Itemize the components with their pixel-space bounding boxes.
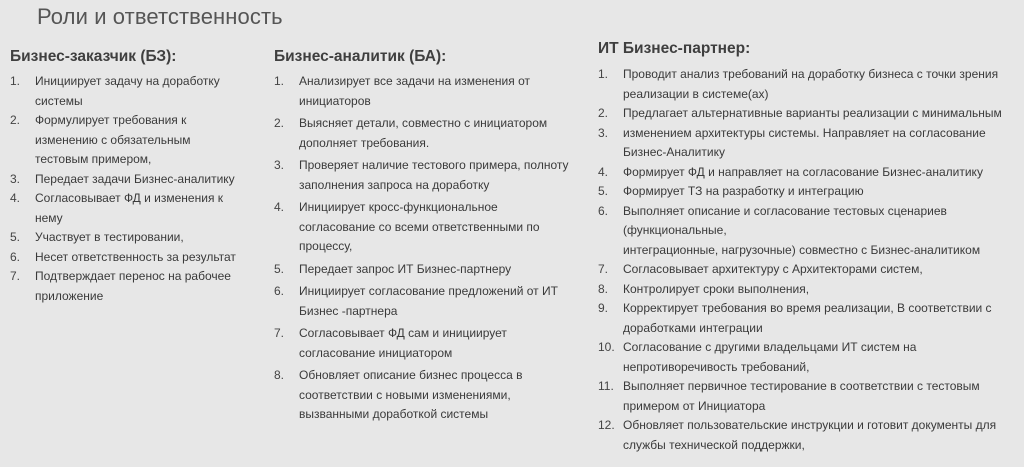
item-number: 7. [274, 326, 285, 340]
item-number: 8. [274, 368, 285, 382]
list-item [274, 282, 574, 321]
list-item [598, 416, 1018, 455]
item-number: 4. [10, 191, 21, 205]
list-item [274, 324, 574, 363]
list-item [598, 65, 1018, 104]
item-text: Передает запрос ИТ Бизнес-партнеру [299, 261, 512, 276]
item-number: 5. [10, 230, 21, 244]
list-item [274, 72, 574, 111]
list-item [598, 163, 1018, 183]
item-number: 1. [10, 74, 21, 88]
item-number: 3. [274, 158, 285, 172]
responsibility-list [10, 72, 260, 306]
item-text: Контролирует сроки выполнения, [623, 281, 810, 296]
column-heading: Бизнес-аналитик (БА): [274, 48, 447, 65]
list-item [274, 198, 574, 257]
item-text: Участвует в тестировании, [35, 230, 184, 244]
item-number: 1. [598, 67, 609, 81]
responsibility-list [598, 65, 1018, 455]
item-number: 7. [598, 262, 609, 276]
list-item [598, 377, 1018, 416]
list-item [10, 189, 260, 228]
item-number: 6. [274, 284, 285, 298]
list-item [10, 170, 260, 190]
item-text: Согласовывает ФД и изменения к нему [35, 191, 224, 225]
list-item [598, 124, 1018, 163]
list-item [598, 260, 1018, 280]
item-text: Предлагает альтернативные варианты реализации с минимальным [623, 106, 1002, 120]
item-text: изменением архитектуры системы. Направляет на согласование Бизнес-Аналитику [623, 125, 986, 159]
list-item [10, 228, 260, 248]
item-number: 5. [598, 184, 609, 198]
list-item [274, 114, 574, 153]
item-text: Согласование с другими владельцами ИТ систем на непротиворечивость требований, [623, 340, 917, 374]
column-it-business-partner [598, 40, 1018, 455]
item-text: Выполняет описание и согласование тестовых сценариев (функциональные, интеграционные, нагрузочные) совместно с Бизнес-аналитиком [623, 203, 981, 257]
item-number: 2. [598, 106, 609, 120]
column-heading: Бизнес-заказчик (БЗ): [10, 48, 177, 65]
item-text: Инициирует согласование предложений от ИТ Бизнес -партнера [299, 284, 558, 318]
item-text: Инициирует кросс-функциональное согласование со всеми ответственными по процессу, [299, 200, 540, 253]
list-item [598, 182, 1018, 202]
item-number: 11. [598, 379, 614, 393]
column-heading: ИТ Бизнес-партнер: [598, 40, 751, 57]
list-item [598, 280, 1018, 300]
list-item [274, 260, 574, 280]
item-number: 6. [598, 203, 609, 218]
item-text: Выясняет детали, совместно с инициатором дополняет требования. [299, 116, 548, 150]
item-number: 8. [598, 281, 609, 296]
list-item [598, 338, 1018, 377]
list-item [10, 72, 260, 111]
item-number: 3. [10, 171, 21, 186]
item-text: Передает задачи Бизнес-аналитику [35, 171, 235, 186]
item-text: Формирует ФД и направляет на согласование Бизнес-аналитику [623, 164, 983, 179]
list-item [10, 111, 260, 170]
item-number: 1. [274, 74, 285, 88]
item-text: Анализирует все задачи на изменения от инициаторов [299, 74, 530, 108]
item-text: Согласовывает архитектуру с Архитекторами систем, [623, 262, 923, 276]
item-text: Корректирует требования во время реализации, В соответствии с доработками интеграции [623, 301, 992, 335]
item-text: Обновляет пользовательские инструкции и готовит документы для службы технической поддержки, [623, 418, 997, 452]
item-number: 12. [598, 418, 615, 432]
item-number: 2. [10, 113, 21, 127]
list-item [598, 299, 1018, 338]
item-number: 7. [10, 269, 21, 283]
page-title: Роли и ответственность [37, 4, 283, 29]
item-text: Формулирует требования к изменению с обязательным тестовым примером, [35, 113, 191, 166]
item-number: 3. [598, 125, 609, 140]
list-item [274, 366, 574, 425]
item-number: 6. [10, 249, 21, 264]
item-number: 4. [598, 164, 609, 179]
list-item [274, 156, 574, 195]
item-text: Выполняет первичное тестирование в соответствии с тестовым примером от Инициатора [623, 379, 980, 413]
list-item [10, 248, 260, 268]
item-text: Инициирует задачу на доработку системы [35, 74, 220, 108]
item-text: Несет ответственность за результат [35, 249, 236, 264]
item-text: Согласовывает ФД сам и инициирует согласование инициатором [299, 326, 507, 360]
item-text: Проверяет наличие тестового примера, полноту заполнения запроса на доработку [299, 158, 569, 192]
item-number: 10. [598, 340, 615, 354]
item-text: Формирует ТЗ на разработку и интеграцию [623, 184, 864, 198]
responsibility-list [274, 72, 574, 425]
list-item [10, 267, 260, 306]
list-item [598, 202, 1018, 261]
item-number: 2. [274, 116, 285, 130]
column-business-customer [10, 48, 260, 306]
item-number: 9. [598, 301, 609, 315]
item-number: 5. [274, 261, 285, 276]
item-number: 4. [274, 200, 285, 214]
item-text: Обновляет описание бизнес процесса в соответствии с новыми изменениями, вызванными доработкой системы [299, 368, 523, 421]
item-text: Подтверждает перенос на рабочее приложение [35, 269, 231, 303]
item-text: Проводит анализ требований на доработку бизнеса с точки зрения реализации в системе(ах) [623, 67, 999, 101]
column-business-analyst [274, 48, 574, 428]
list-item [598, 104, 1018, 124]
